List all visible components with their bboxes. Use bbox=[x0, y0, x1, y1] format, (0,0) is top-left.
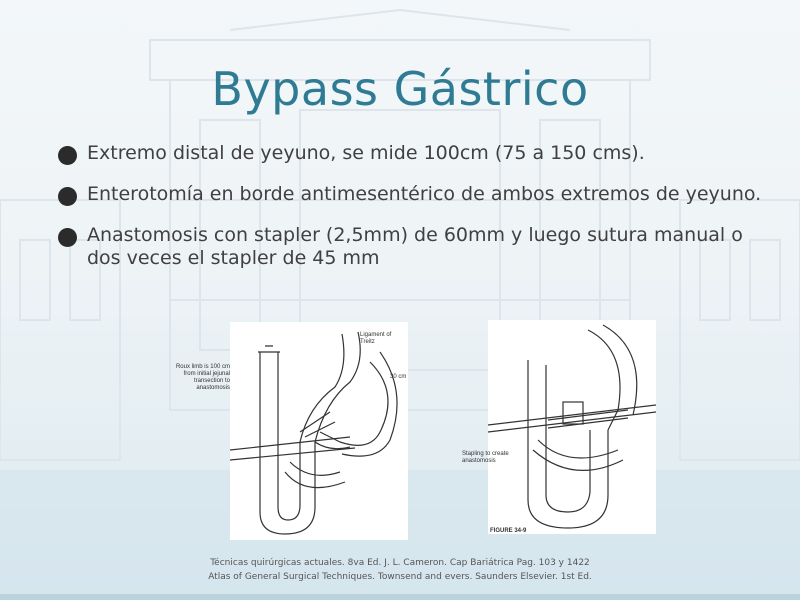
surgical-illustration-roux-limb bbox=[230, 322, 408, 540]
label-stapling: Stapling to create anastomosis bbox=[462, 451, 509, 464]
label-ligament-of-treitz: Ligament of Treitz bbox=[360, 332, 392, 345]
label-30cm: 30 cm bbox=[390, 374, 407, 380]
bullet-dot-icon bbox=[58, 146, 77, 165]
figure-caption: FIGURE 34-9 bbox=[490, 528, 527, 534]
roux-limb-drawing bbox=[230, 322, 408, 540]
stapling-drawing bbox=[488, 320, 656, 534]
bullet-text: Anastomosis con stapler (2,5mm) de 60mm y luego sutura manual o dos veces el stapler de 45 mm bbox=[87, 224, 743, 269]
bullet-item bbox=[58, 142, 778, 165]
bottom-band bbox=[0, 594, 800, 600]
bullet-text: Extremo distal de yeyuno, se mide 100cm (75 a 150 cms). bbox=[87, 142, 645, 164]
bullet-dot-icon bbox=[58, 228, 77, 247]
bullet-item bbox=[58, 183, 778, 206]
reference-line: Atlas of General Surgical Techniques. Townsend and evers. Saunders Elsevier. 1st Ed. bbox=[208, 572, 592, 582]
reference-line: Técnicas quirúrgicas actuales. 8va Ed. J. L. Cameron. Cap Bariátrica Pag. 103 y 1422 bbox=[210, 558, 590, 568]
surgical-illustration-stapling bbox=[488, 320, 656, 534]
slide-title: Bypass Gástrico bbox=[211, 62, 589, 116]
bullet-dot-icon bbox=[58, 187, 77, 206]
label-roux-limb: Roux limb is 100 cm from initial jejunal transection to anastomosis bbox=[175, 364, 230, 391]
bullet-item bbox=[58, 224, 778, 270]
bullet-text: Enterotomía en borde antimesentérico de ambos extremos de yeyuno. bbox=[87, 183, 762, 205]
bullet-list bbox=[58, 142, 778, 288]
references-footer bbox=[0, 556, 800, 584]
